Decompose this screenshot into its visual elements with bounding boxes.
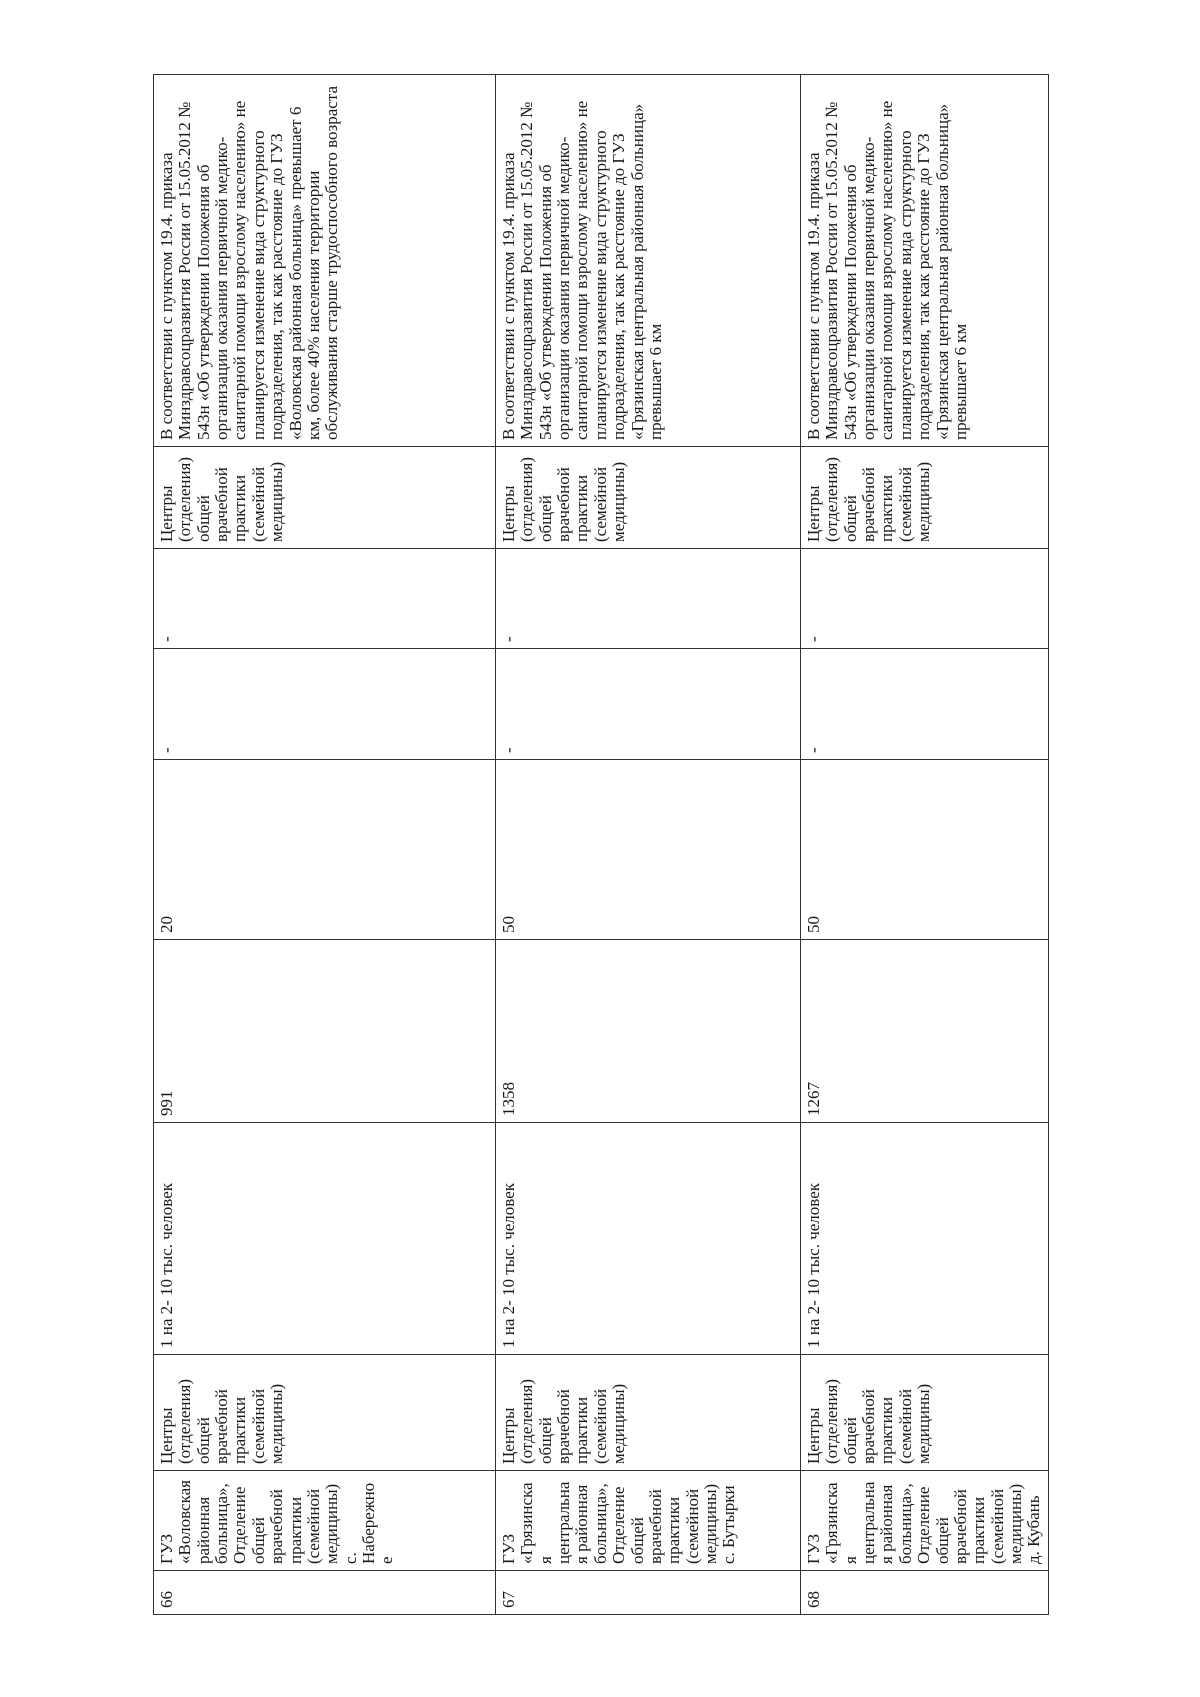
population-cell: 1267 [801, 940, 1049, 1123]
distance-cell: 50 [496, 760, 801, 940]
norm-cell: 1 на 2- 10 тыс. человек [801, 1123, 1049, 1355]
dash-cell: - [801, 649, 1049, 760]
population-cell: 991 [154, 940, 496, 1123]
new-unit-type-cell: Центры (отделения) общей врачебной практики (семейной медицины) [154, 447, 496, 549]
organization-cell: ГУЗ «Грязинская центральная районная больница», Отделение общей врачебной практики (семейной медицины) с. Бутырки [496, 1471, 801, 1571]
dash-cell: - [496, 549, 801, 649]
organization-cell: ГУЗ «Грязинская центральная районная больница», Отделение общей врачебной практики (семейной медицины) д. Кубань [801, 1471, 1049, 1571]
table-row [154, 75, 496, 1615]
distance-cell: 50 [801, 760, 1049, 940]
row-number: 68 [801, 1571, 1049, 1615]
distance-cell: 20 [154, 760, 496, 940]
row-number: 66 [154, 1571, 496, 1615]
new-unit-type-cell: Центры (отделения) общей врачебной практики (семейной медицины) [496, 447, 801, 549]
unit-type-cell: Центры (отделения) общей врачебной практики (семейной медицины) [801, 1355, 1049, 1471]
population-cell: 1358 [496, 940, 801, 1123]
table-row [496, 75, 801, 1615]
row-number: 67 [496, 1571, 801, 1615]
note-cell: В соответствии с пунктом 19.4. приказа Минздравсоцразвития России от 15.05.2012 № 543н «Об утверждении Положения об организации оказания первичной медико-санитарной помощи взрослому населению» не планируется изменение вида структурного подразделения, так как расстояние до ГУЗ «Грязинская центральная районная больница» превышает 6 км [496, 75, 801, 447]
document-table [153, 74, 1049, 1615]
new-unit-type-cell: Центры (отделения) общей врачебной практики (семейной медицины) [801, 447, 1049, 549]
dash-cell: - [154, 549, 496, 649]
unit-type-cell: Центры (отделения) общей врачебной практики (семейной медицины) [154, 1355, 496, 1471]
unit-type-cell: Центры (отделения) общей врачебной практики (семейной медицины) [496, 1355, 801, 1471]
note-cell: В соответствии с пунктом 19.4. приказа Минздравсоцразвития России от 15.05.2012 № 543н «Об утверждении Положения об организации оказания первичной медико-санитарной помощи взрослому населению» не планируется изменение вида структурного подразделения, так как расстояние до ГУЗ «Грязинская центральная районная больница» превышает 6 км [801, 75, 1049, 447]
rotated-page [153, 75, 1044, 1615]
dash-cell: - [801, 549, 1049, 649]
note-cell: В соответствии с пунктом 19.4. приказа Минздравсоцразвития России от 15.05.2012 № 543н «Об утверждении Положения об организации оказания первичной медико-санитарной помощи взрослому населению» не планируется изменение вида структурного подразделения, так как расстояние до ГУЗ «Воловская районная больница» превышает 6 км, более 40% населения территории обслуживания старше трудоспособного возраста [154, 75, 496, 447]
norm-cell: 1 на 2- 10 тыс. человек [154, 1123, 496, 1355]
dash-cell: - [496, 649, 801, 760]
norm-cell: 1 на 2- 10 тыс. человек [496, 1123, 801, 1355]
dash-cell: - [154, 649, 496, 760]
organization-cell: ГУЗ «Воловская районная больница», Отделение общей врачебной практики (семейной медицины) с. Набережное [154, 1471, 496, 1571]
table-row [801, 75, 1049, 1615]
